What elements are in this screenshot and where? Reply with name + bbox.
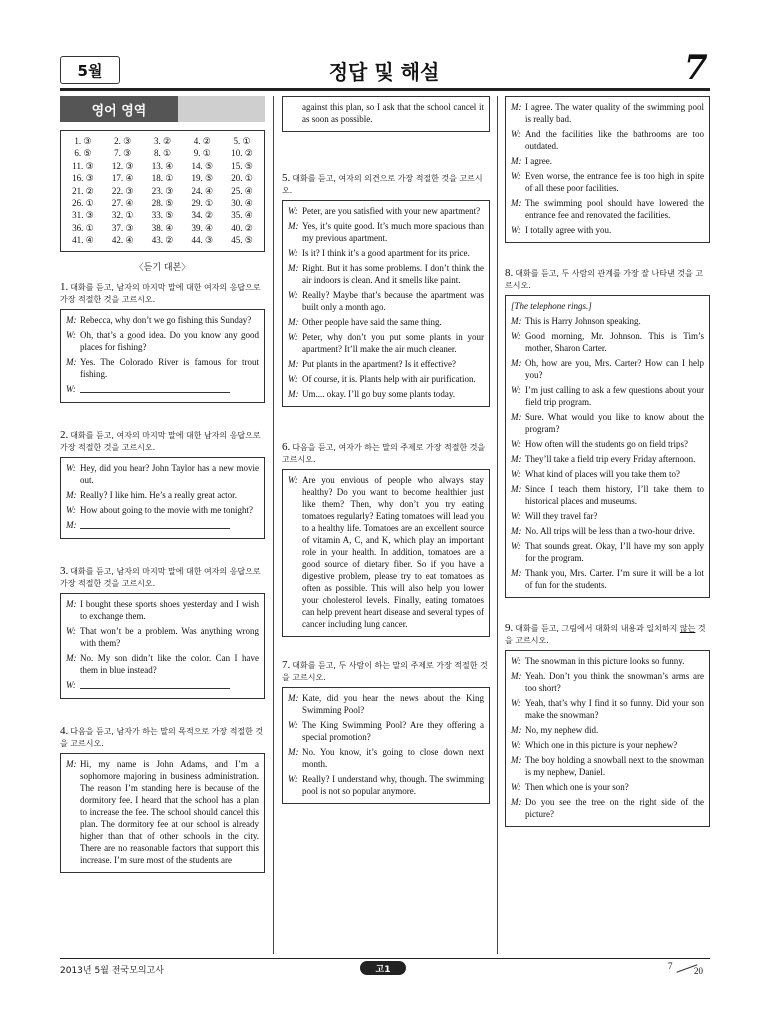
transcript-text: And the facilities like the bathrooms are too outdated. xyxy=(525,129,704,151)
speaker: M: xyxy=(511,156,522,166)
answer-row xyxy=(63,147,262,159)
prompt-text: 대화를 듣고, 여자의 마지막 말에 대한 남자의 응답으로 가장 적절한 것을 고르시오. xyxy=(60,430,261,452)
transcript-text: I’m just calling to ask a few questions about your field trip program. xyxy=(525,385,704,407)
speaker: W: xyxy=(511,541,521,551)
question-prompt xyxy=(505,622,710,647)
speaker: W: xyxy=(511,656,521,666)
answer-cell: 41. ④ xyxy=(72,235,94,246)
speaker: W: xyxy=(511,698,521,708)
prompt-text: 대화를 듣고, 두 사람의 관계를 가장 잘 나타낸 것을 고르시오. xyxy=(505,269,703,290)
dialogue-line xyxy=(511,453,704,465)
dialogue-line xyxy=(288,373,484,385)
speaker: W: xyxy=(511,385,521,395)
answer-cell: 9. ① xyxy=(193,148,211,159)
question-2 xyxy=(60,429,265,539)
dialogue-line xyxy=(288,247,484,259)
dialogue-line xyxy=(511,357,704,381)
transcript-text: No. All trips will be less than a two-hour drive. xyxy=(525,526,695,536)
answer-cell: 17. ④ xyxy=(111,173,134,184)
answer-row xyxy=(63,197,262,209)
question-7-continued xyxy=(505,96,710,243)
speaker: M: xyxy=(66,356,77,367)
speaker: M: xyxy=(66,758,77,769)
answer-cell: 8. ① xyxy=(153,148,172,159)
question-prompt xyxy=(505,267,710,292)
answer-cell: 26. ① xyxy=(72,198,94,209)
dialogue-line xyxy=(288,316,484,328)
page-indicator xyxy=(664,961,708,977)
speaker: W: xyxy=(66,504,76,515)
dialogue-line xyxy=(511,655,704,667)
page-title: 정답 및 해설 xyxy=(328,60,440,84)
speaker: M: xyxy=(288,747,299,757)
dialogue-line xyxy=(511,468,704,480)
dialogue-line xyxy=(511,724,704,736)
answer-row xyxy=(63,185,262,197)
question-prompt xyxy=(60,725,265,750)
current-page: 7 xyxy=(668,961,673,971)
transcript-text: Then which one is your son? xyxy=(525,782,629,792)
speaker: M: xyxy=(511,755,522,765)
speaker: W: xyxy=(66,679,76,690)
answer-cell: 45. ⑤ xyxy=(231,235,253,246)
transcript-box xyxy=(505,96,710,243)
speaker: M: xyxy=(288,263,299,273)
answer-cell: 7. ③ xyxy=(114,148,132,159)
answer-cell: 42. ④ xyxy=(111,235,134,246)
transcript-text: No. My son didn’t like the color. Can I have them in blue instead? xyxy=(80,652,259,675)
transcript-text: Hi, my name is John Adams, and I’m a sophomore majoring in business administration. The reason I’m standing here is because of the dormitory fee. I heard that the school has a plan to increase the fee. The school should cancel this plan. The dormitory fee at our school is already higher than that of other schools in the city. There are no reasonable factors that support this increase. I’m sure most of the students are xyxy=(80,758,259,865)
speaker: W: xyxy=(511,511,521,521)
dialogue-line xyxy=(288,773,484,797)
speaker: W: xyxy=(511,439,521,449)
speaker: W: xyxy=(288,374,298,384)
answer-cell: 35. ④ xyxy=(231,210,253,221)
question-number: 7. xyxy=(282,659,291,671)
header-divider xyxy=(60,88,710,91)
dialogue-line xyxy=(288,746,484,770)
section-header xyxy=(60,96,265,122)
dialogue-line xyxy=(511,483,704,507)
answer-blank-line xyxy=(66,519,259,532)
month-badge: 5월 xyxy=(60,56,120,84)
script-heading: 〈듣기 대본〉 xyxy=(134,262,191,273)
speaker: M: xyxy=(511,671,522,681)
answer-cell: 25. ④ xyxy=(231,185,253,196)
transcript-text: Really? I like him. He’s a really great actor. xyxy=(80,489,237,500)
speaker: M: xyxy=(511,316,522,326)
question-5 xyxy=(282,172,490,407)
transcript-text: Since I teach them history, I’ll take them to historical places and museums. xyxy=(525,484,704,506)
answer-cell: 30. ④ xyxy=(231,198,253,209)
answer-blank xyxy=(80,383,259,396)
question-4 xyxy=(60,725,265,873)
question-3 xyxy=(60,565,265,699)
question-prompt xyxy=(60,429,265,454)
question-number: 2. xyxy=(60,428,69,441)
answer-row xyxy=(63,234,262,246)
transcript-text: Sure. What would you like to know about the program? xyxy=(525,412,704,434)
speaker: M: xyxy=(288,317,299,327)
transcript-text: Yes. The Colorado River is famous for trout fishing. xyxy=(80,356,259,379)
speaker: W: xyxy=(288,206,298,216)
dialogue-line xyxy=(288,692,484,716)
dialogue-line xyxy=(66,598,259,622)
speaker: W: xyxy=(66,383,76,394)
question-number: 5. xyxy=(282,172,291,184)
transcript-text: Is it? I think it’s a good apartment for its price. xyxy=(302,248,470,258)
speaker: W: xyxy=(511,225,521,235)
dialogue-line xyxy=(288,719,484,743)
answer-cell: 10. ② xyxy=(231,148,253,159)
question-number: 4. xyxy=(60,724,69,737)
transcript-text: Right. But it has some problems. I don’t think the air indoors is clean. And it smells like paint. xyxy=(302,263,484,285)
answer-cell: 19. ⑤ xyxy=(191,173,214,184)
prompt-text: 다음을 듣고, 여자가 하는 말의 주제로 가장 적절한 것을 고르시오. xyxy=(282,443,486,464)
dialogue-line xyxy=(511,670,704,694)
prompt-text: 대화를 듣고, 여자의 의견으로 가장 적절한 것을 고르시오. xyxy=(282,174,483,195)
answer-cell: 37. ③ xyxy=(111,222,134,233)
dialogue-line xyxy=(66,504,259,516)
transcript-text: Peter, are you satisfied with your new apartment? xyxy=(302,206,481,216)
answer-cell: 14. ⑤ xyxy=(191,160,214,171)
answer-cell: 32. ① xyxy=(111,210,134,221)
speaker: W: xyxy=(66,462,76,473)
dialogue-line xyxy=(511,315,704,327)
transcript-box xyxy=(505,295,710,598)
answer-cell: 38. ④ xyxy=(151,222,174,233)
prompt-text: 다음을 듣고, 남자가 하는 말의 목적으로 가장 적절한 것을 고르시오. xyxy=(60,726,264,748)
dialogue-line xyxy=(511,438,704,450)
answer-cell: 6. ⑤ xyxy=(74,148,92,159)
answer-blank xyxy=(80,519,259,532)
prompt-text: 대화를 듣고, 두 사람이 하는 말의 주제로 가장 적절한 것을 고르시오. xyxy=(282,661,488,682)
transcript-box xyxy=(282,469,490,637)
section-header-fill xyxy=(178,96,265,122)
speaker: M: xyxy=(511,358,522,368)
speaker: M: xyxy=(66,519,77,530)
question-prompt xyxy=(282,659,490,684)
question-number: 3. xyxy=(60,564,69,577)
question-7 xyxy=(282,659,490,804)
speaker: M: xyxy=(288,693,299,703)
speaker: W: xyxy=(511,740,521,750)
transcript-text: Um.... okay. I’ll go buy some plants today. xyxy=(302,389,456,399)
transcript-text: Oh, how are you, Mrs. Carter? How can I help you? xyxy=(525,358,704,380)
prompt-text: 대화를 듣고, 남자의 마지막 말에 대한 여자의 응답으로 가장 적절한 것을 고르시오. xyxy=(60,282,261,304)
speaker: W: xyxy=(511,331,521,341)
dialogue-line xyxy=(511,525,704,537)
speaker: W: xyxy=(511,171,521,181)
question-prompt xyxy=(60,281,265,306)
answer-cell: 39. ④ xyxy=(191,222,214,233)
speaker: W: xyxy=(288,720,298,730)
transcript-box xyxy=(60,457,265,539)
transcript-text: Put plants in the apartment? Is it effective? xyxy=(302,359,457,369)
transcript-text: I totally agree with you. xyxy=(525,225,612,235)
question-8 xyxy=(505,267,710,598)
transcript-text: The King Swimming Pool? Are they offering a special promotion? xyxy=(302,720,484,742)
dialogue-line xyxy=(66,462,259,486)
speaker: M: xyxy=(66,598,77,609)
dialogue-line xyxy=(511,197,704,221)
answer-cell: 44. ③ xyxy=(191,235,214,246)
speaker: W: xyxy=(288,248,298,258)
question-9 xyxy=(505,622,710,827)
transcript-text: Are you envious of people who always stay healthy? Do you want to become healthier just like them? Then, why don’t you try eating tomatoes regularly? Eating tomatoes will lead you to a healthy life. Tomatoes are an excellent source of vitamin A, C, and K, which play an important role in your health. In addition, tomatoes are a good source of dietary fiber. So if you have a digestive problem, please try to eat tomatoes as often as possible. This will also help you lower your cholesterol levels. Finally, eating tomatoes can help prevent heart disease and several types of cancer including lung cancer. xyxy=(302,475,484,629)
dialogue-line xyxy=(288,474,484,630)
speaker: W: xyxy=(288,332,298,342)
transcript-text: I bought these sports shoes yesterday and I wish to exchange them. xyxy=(80,598,259,621)
transcript-text: Good morning, Mr. Johnson. This is Tim’s mother, Sharon Carter. xyxy=(525,331,704,353)
speaker: M: xyxy=(511,526,522,536)
question-6 xyxy=(282,441,490,637)
blank-underline xyxy=(80,679,230,689)
dialogue-line xyxy=(66,356,259,380)
answer-cell: 13. ④ xyxy=(151,160,174,171)
column-divider xyxy=(273,96,274,954)
transcript-box xyxy=(60,753,265,873)
speaker: M: xyxy=(511,412,522,422)
dialogue-line xyxy=(511,155,704,167)
speaker: M: xyxy=(66,314,77,325)
dialogue-line xyxy=(511,510,704,522)
dialogue-line xyxy=(511,170,704,194)
answer-row xyxy=(63,172,262,184)
transcript-text: They’ll take a field trip every Friday afternoon. xyxy=(525,454,696,464)
answer-blank xyxy=(80,679,259,692)
transcript-box xyxy=(282,687,490,804)
dialogue-line xyxy=(66,758,259,866)
transcript-text: Other people have said the same thing. xyxy=(302,317,442,327)
transcript-text: Yeah, that’s why I find it so funny. Did your son make the snowman? xyxy=(525,698,704,720)
answer-cell: 2. ③ xyxy=(114,136,132,146)
transcript-text: Rebecca, why don’t we go fishing this Sunday? xyxy=(80,314,252,325)
dialogue-line xyxy=(288,388,484,400)
transcript-text: Peter, why don’t you put some plants in your apartment? It’ll make the air much cleaner. xyxy=(302,332,484,354)
dialogue-line xyxy=(66,652,259,676)
section-title: 영어 영역 xyxy=(60,96,178,122)
transcript-box xyxy=(505,650,710,827)
dialogue-line xyxy=(511,128,704,152)
transcript-text: How often will the students go on field trips? xyxy=(525,439,688,449)
prompt-text: 대화를 듣고, 남자의 마지막 말에 대한 여자의 응답으로 가장 적절한 것을 고르시오. xyxy=(60,566,261,588)
column-divider xyxy=(497,96,498,954)
answer-cell: 15. ⑤ xyxy=(231,160,253,171)
transcript-text: Really? I understand why, though. The swimming pool is not so popular anymore. xyxy=(302,774,484,796)
answer-cell: 24. ④ xyxy=(191,185,214,196)
dialogue-line xyxy=(511,754,704,778)
dialogue-line xyxy=(511,101,704,125)
answer-cell: 28. ⑤ xyxy=(151,198,174,209)
transcript-text: What kind of places will you take them to? xyxy=(525,469,680,479)
question-prompt xyxy=(60,565,265,590)
transcript-text: Oh, that’s a good idea. Do you know any good places for fishing? xyxy=(80,329,259,352)
answer-cell: 43. ② xyxy=(151,235,174,246)
transcript-text: The swimming pool should have lowered the entrance fee and renovated the facilities. xyxy=(525,198,704,220)
transcript-text: The snowman in this picture looks so funny. xyxy=(525,656,685,666)
exam-name: 2013년 5월 전국모의고사 xyxy=(60,966,164,976)
prompt-text: 대화를 듣고, 그림에서 대화의 내용과 일치하지 xyxy=(515,624,680,633)
transcript-text: Hey, did you hear? John Taylor has a new movie out. xyxy=(80,462,259,485)
answer-cell: 21. ② xyxy=(72,185,94,196)
dialogue-line xyxy=(511,224,704,236)
prompt-emphasis: 않는 xyxy=(679,624,696,633)
speaker: M: xyxy=(511,102,522,112)
transcript-text: Kate, did you hear the news about the King Swimming Pool? xyxy=(302,693,484,715)
transcript-text: That sounds great. Okay, I’ll have my son apply for the program. xyxy=(525,541,704,563)
speaker: M: xyxy=(288,389,299,399)
speaker: W: xyxy=(288,290,298,300)
speaker: M: xyxy=(511,484,522,494)
dialogue-line xyxy=(511,697,704,721)
question-number: 8. xyxy=(505,267,514,279)
transcript-text: This is Harry Johnson speaking. xyxy=(525,316,641,326)
dialogue-line xyxy=(511,384,704,408)
speaker: M: xyxy=(511,198,522,208)
question-4-continued xyxy=(282,96,490,132)
transcript-text: Which one in this picture is your nephew? xyxy=(525,740,678,750)
dialogue-line xyxy=(66,625,259,649)
answer-blank-line xyxy=(66,679,259,692)
transcript-text: against this plan, so I ask that the school cancel it as soon as possible. xyxy=(302,102,484,124)
column-3 xyxy=(505,96,710,827)
footer-divider xyxy=(60,958,710,959)
column-2 xyxy=(282,96,490,804)
transcript-text: Thank you, Mrs. Carter. I’m sure it will be a lot of fun for the students. xyxy=(525,568,704,590)
dialogue-line xyxy=(288,331,484,355)
transcript-text: The boy holding a snowball next to the snowman is my nephew, Daniel. xyxy=(525,755,704,777)
answer-cell: 36. ① xyxy=(72,222,94,233)
answer-cell: 29. ① xyxy=(191,198,214,209)
dialogue-line xyxy=(511,540,704,564)
answer-row xyxy=(63,222,262,234)
answer-cell: 11. ③ xyxy=(72,160,94,171)
dialogue-line xyxy=(288,205,484,217)
dialogue-line xyxy=(511,567,704,591)
transcript-text: No. You know, it’s going to close down next month. xyxy=(302,747,484,769)
question-1 xyxy=(60,281,265,403)
question-number: 6. xyxy=(282,441,291,453)
question-number: 1. xyxy=(60,280,69,293)
dialogue-line xyxy=(66,329,259,353)
transcript-text: Really? Maybe that’s because the apartment was built only a month ago. xyxy=(302,290,484,312)
dialogue-line xyxy=(66,489,259,501)
answer-cell: 23. ③ xyxy=(151,185,174,196)
dialogue-line xyxy=(511,739,704,751)
question-prompt xyxy=(282,172,490,197)
prompt-text: 것을 고르시오. xyxy=(505,624,706,645)
blank-underline xyxy=(80,519,230,529)
dialogue-line xyxy=(288,289,484,313)
transcript-text: I agree. The water quality of the swimming pool is really bad. xyxy=(525,102,704,124)
transcript-text: Will they travel far? xyxy=(525,511,598,521)
speaker: M: xyxy=(511,725,522,735)
answer-cell: 33. ⑤ xyxy=(151,210,174,221)
answer-cell: 20. ① xyxy=(231,173,253,184)
transcript-text: Even worse, the entrance fee is too high in spite of all these poor facilities. xyxy=(525,171,704,193)
speaker: W: xyxy=(511,129,521,139)
transcript-text: Yeah. Don’t you think the snowman’s arms are too short? xyxy=(525,671,704,693)
transcript-text: No, my nephew did. xyxy=(525,725,599,735)
speaker: M: xyxy=(288,359,299,369)
speaker: W: xyxy=(288,475,298,485)
transcript-box xyxy=(282,200,490,407)
answer-row xyxy=(63,209,262,221)
answer-cell: 40. ② xyxy=(231,222,253,233)
speaker: W: xyxy=(66,329,76,340)
question-number: 9. xyxy=(505,622,514,634)
dialogue-line xyxy=(511,781,704,793)
speaker: M: xyxy=(511,454,522,464)
answer-cell: 16. ③ xyxy=(72,173,94,184)
answer-cell: 3. ② xyxy=(153,136,172,146)
grade-badge: 고1 xyxy=(360,961,406,975)
transcript-text: How about going to the movie with me tonight? xyxy=(80,504,253,515)
page-number: 7 xyxy=(684,48,708,88)
answer-row xyxy=(63,135,262,147)
dialogue-line xyxy=(511,796,704,820)
answer-cell: 1. ③ xyxy=(74,136,92,146)
dialogue-line xyxy=(288,220,484,244)
dialogue-line xyxy=(288,262,484,286)
transcript-text: Yes, it’s quite good. It’s much more spacious than my previous apartment. xyxy=(302,221,484,243)
question-prompt xyxy=(282,441,490,466)
speaker: W: xyxy=(511,469,521,479)
answer-cell: 5. ① xyxy=(233,136,251,146)
speaker: M: xyxy=(66,489,77,500)
column-1 xyxy=(60,96,265,873)
answer-row xyxy=(63,160,262,172)
transcript-box xyxy=(60,593,265,699)
answer-blank-line xyxy=(66,383,259,396)
blank-underline xyxy=(80,383,230,393)
speaker: W: xyxy=(511,782,521,792)
transcript-text: That won’t be a problem. Was anything wrong with them? xyxy=(80,625,259,648)
dialogue-line xyxy=(288,358,484,370)
dialogue-line xyxy=(511,411,704,435)
speaker: M: xyxy=(288,221,299,231)
answer-cell: 22. ③ xyxy=(111,185,134,196)
transcript-text: Do you see the tree on the right side of the picture? xyxy=(525,797,704,819)
answer-cell: 27. ④ xyxy=(111,198,134,209)
stage-direction: [The telephone rings.] xyxy=(511,301,592,311)
answer-cell: 18. ① xyxy=(151,173,174,184)
total-pages: 20 xyxy=(694,966,703,976)
speaker: M: xyxy=(66,652,77,663)
dialogue-line xyxy=(511,330,704,354)
answer-cell: 4. ② xyxy=(193,136,211,146)
speaker: W: xyxy=(66,625,76,636)
transcript-box xyxy=(60,309,265,403)
answer-cell: 34. ② xyxy=(191,210,214,221)
answer-key-table xyxy=(60,130,265,252)
transcript-text: Of course, it is. Plants help with air purification. xyxy=(302,374,476,384)
answer-cell: 12. ③ xyxy=(111,160,134,171)
dialogue-line xyxy=(66,314,259,326)
speaker: W: xyxy=(288,774,298,784)
answer-cell: 31. ③ xyxy=(72,210,94,221)
speaker: M: xyxy=(511,797,522,807)
transcript-text: I agree. xyxy=(525,156,552,166)
speaker: M: xyxy=(511,568,522,578)
